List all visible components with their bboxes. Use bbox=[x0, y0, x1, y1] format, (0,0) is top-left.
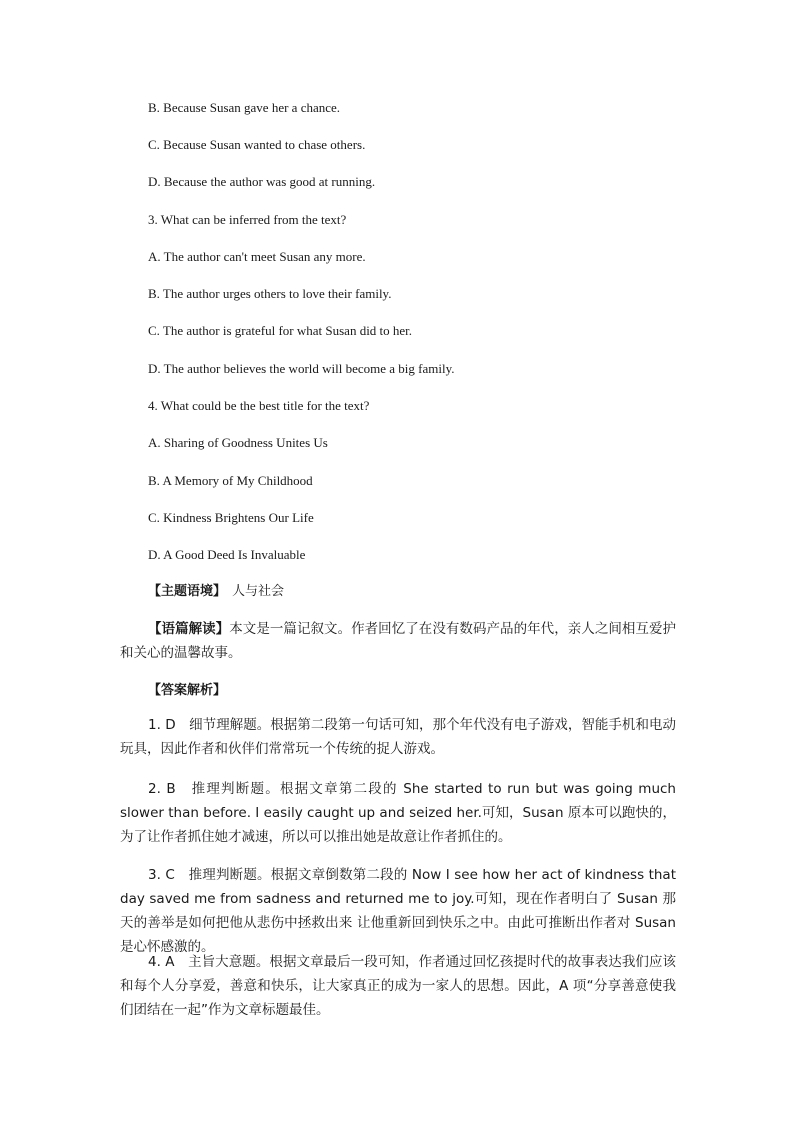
reading-label: 【语篇解读】 bbox=[148, 621, 230, 637]
q3-option-a: A. The author can't meet Susan any more. bbox=[148, 249, 366, 264]
reading-paragraph bbox=[120, 617, 676, 665]
analysis-label: 【答案解析】 bbox=[148, 683, 227, 698]
q4-stem: 4. What could be the best title for the text? bbox=[148, 398, 370, 413]
analysis-item-1: 1. D 细节理解题。根据第二段第一句话可知，那个年代没有电子游戏，智能手机和电动玩具，因此作者和伙伴们常常玩一个传统的捉人游戏。 bbox=[120, 717, 676, 757]
q2-option-c: C. Because Susan wanted to chase others. bbox=[148, 137, 366, 152]
q3-option-d: D. The author believes the world will become a big family. bbox=[148, 361, 455, 376]
reading-text: 本文是一篇记叙文。作者回忆了在没有数码产品的年代，亲人之间相互爱护和关心的温馨故事。 bbox=[120, 621, 677, 661]
q2-option-d: D. Because the author was good at running. bbox=[148, 174, 376, 189]
q3-stem: 3. What can be inferred from the text? bbox=[148, 212, 347, 227]
q3-option-c: C. The author is grateful for what Susan did to her. bbox=[148, 323, 413, 338]
q4-option-b: B. A Memory of My Childhood bbox=[148, 473, 313, 488]
analysis-item-4: 4. A 主旨大意题。根据文章最后一段可知，作者通过回忆孩提时代的故事表达我们应该和每个人分享爱，善意和快乐，让大家真正的成为一家人的思想。因此，A 项“分享善意使我们团结在一起”作为文章标题最佳。 bbox=[120, 954, 676, 1018]
theme-label: 【主题语境】 bbox=[148, 584, 227, 599]
theme-value: 人与社会 bbox=[232, 584, 285, 599]
analysis-item-2: 2. B 推理判断题。根据文章第二段的 She started to run but was going much slower than before. I easily caught up and seized her.可知，Susan 原本可以跑快的，为了让作者抓住她才减速，所以可以推出她是故意让作者抓住的。 bbox=[120, 781, 676, 845]
analysis-item-3: 3. C 推理判断题。根据文章倒数第二段的 Now I see how her act of kindness that day saved me from sadness and returned me to joy.可知，现在作者明白了 Susan 那天的善举是如何把他从悲伤中拯救出来 让他重新回到快乐之中。由此可推断出作者对 Susan 是心怀感激的。 bbox=[120, 867, 676, 955]
theme-line bbox=[148, 584, 284, 600]
q4-option-d: D. A Good Deed Is Invaluable bbox=[148, 547, 306, 562]
q2-option-b: B. Because Susan gave her a chance. bbox=[148, 100, 341, 115]
q4-option-a: A. Sharing of Goodness Unites Us bbox=[148, 435, 328, 450]
q3-option-b: B. The author urges others to love their family. bbox=[148, 286, 392, 301]
q4-option-c: C. Kindness Brightens Our Life bbox=[148, 510, 314, 525]
